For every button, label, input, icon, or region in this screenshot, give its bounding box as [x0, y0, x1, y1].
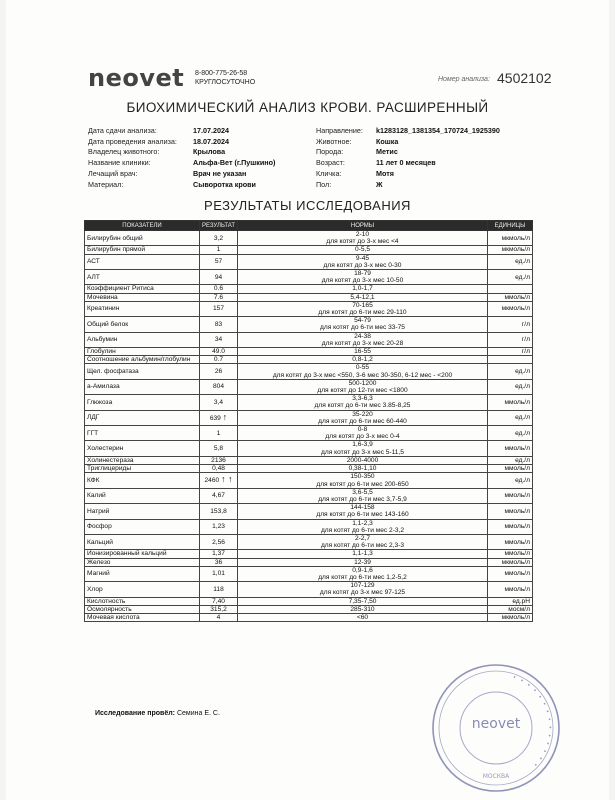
param-unit: ед./л [488, 270, 533, 285]
param-norm [238, 348, 488, 356]
param-name: Железо [85, 558, 200, 566]
header-result: РЕЗУЛЬТАТ [200, 221, 238, 231]
param-name: ГГТ [85, 426, 200, 441]
norm-kitten-range: для котят до 6-ти мес 3.85-8,25 [314, 402, 411, 410]
param-norm [238, 379, 488, 394]
result-value: 804 [212, 383, 224, 391]
param-name: Общий белок [85, 317, 200, 332]
norm-range: 500-1200 [348, 379, 377, 387]
param-name: Мочевина [85, 293, 200, 301]
param-name: ЛДГ [85, 410, 200, 425]
info-value: Мотя [376, 168, 394, 178]
info-row [88, 180, 275, 191]
param-unit: мкмоль/л [488, 301, 533, 316]
param-norm [238, 395, 488, 410]
result-value: 3,2 [213, 234, 224, 242]
results-table [84, 220, 533, 622]
param-result [200, 534, 238, 549]
param-norm [238, 473, 488, 488]
info-value: Сыворотка крови [193, 179, 256, 189]
param-result [200, 246, 238, 254]
header-norm: НОРМЫ [238, 221, 488, 231]
param-unit: мкмоль/л [488, 231, 533, 246]
param-unit: ммоль/л [488, 488, 533, 503]
result-value: 1 [216, 246, 221, 254]
norm-kitten-range: для котят до 3-х мес 5-11,5 [321, 448, 404, 456]
param-result [200, 364, 238, 379]
param-unit: ед./л [488, 410, 533, 425]
param-name: Глюкоза [85, 395, 200, 410]
patient-info-left [88, 126, 275, 190]
param-result [200, 395, 238, 410]
param-norm [238, 231, 488, 246]
param-result [200, 231, 238, 246]
svg-text:• • • • • • • • • • • • • •: • • • • • • • • • • • • • • [511, 673, 554, 769]
param-result [200, 441, 238, 456]
table-row [85, 488, 533, 503]
param-result [200, 488, 238, 503]
param-result [200, 465, 238, 473]
info-value: 17.07.2024 [193, 126, 229, 135]
table-row [85, 465, 533, 473]
param-name: Магний [85, 566, 200, 581]
param-name: Фосфор [85, 519, 200, 534]
param-result [200, 558, 238, 566]
norm-range: 70-165 [352, 301, 373, 309]
param-norm [238, 519, 488, 534]
info-label: Направление: [316, 126, 363, 135]
param-unit: ммоль/л [488, 395, 533, 410]
norm-kitten-range: для котят до 3-х мес 20-28 [321, 339, 404, 347]
param-name: Соотношение альбумин/глобулин [85, 356, 200, 364]
param-unit: ммоль/л [488, 582, 533, 597]
param-name: Креатинин [85, 301, 200, 316]
param-name: Триглицериды [85, 465, 200, 473]
table-row [85, 550, 533, 558]
param-norm [238, 504, 488, 519]
param-unit: ммоль/л [488, 519, 533, 534]
performed-by-name: Семина Е. С. [176, 710, 220, 717]
norm-range: 0-8 [357, 426, 368, 434]
result-value: 4,67 [212, 492, 225, 500]
param-result [200, 410, 238, 425]
norm-range: 16-55 [354, 348, 371, 356]
norm-kitten-range: для котят до 3-х мес 97-125 [319, 589, 406, 597]
info-value: Крылова [193, 147, 226, 157]
table-row [85, 246, 533, 254]
param-norm [238, 317, 488, 332]
param-name: КФК [85, 473, 200, 488]
param-norm [238, 254, 488, 269]
param-norm [238, 356, 488, 364]
norm-range: 7,35-7,50 [348, 597, 377, 605]
table-row [85, 605, 533, 613]
info-row [316, 158, 500, 169]
norm-kitten-range: для котят до 6-ти мес 2-3,2 [320, 526, 405, 534]
param-unit: ед.рН [488, 597, 533, 605]
param-result [200, 348, 238, 356]
param-norm [238, 293, 488, 301]
param-unit: ммоль/л [488, 293, 533, 301]
table-row [85, 473, 533, 488]
param-unit: мкмоль/л [488, 246, 533, 254]
high-arrow-icon: ↑ ↑ [221, 474, 233, 485]
norm-range: 0,9-1,6 [352, 566, 373, 574]
norm-range: 35-220 [352, 410, 373, 418]
result-value: 2136 [211, 456, 226, 464]
param-name: Билирубин общий [85, 231, 200, 246]
param-norm [238, 534, 488, 549]
info-label: Дата сдачи анализа: [88, 126, 157, 135]
table-row [85, 285, 533, 293]
norm-range: 3,6-5,5 [352, 488, 373, 496]
header-parameter: ПОКАЗАТЕЛИ [85, 221, 200, 231]
neovet-logo: neovet [88, 64, 185, 92]
param-result [200, 270, 238, 285]
param-unit: ед./л [488, 426, 533, 441]
param-result [200, 426, 238, 441]
order-label: Номер анализа: [438, 76, 490, 83]
result-value: 7.6 [213, 293, 224, 301]
result-value: 5,8 [213, 445, 224, 453]
param-name: Натрий [85, 504, 200, 519]
table-row [85, 231, 533, 246]
param-result [200, 473, 238, 488]
info-value: Врач не указан [193, 168, 247, 178]
norm-range: 2-2,7 [354, 534, 371, 542]
norm-range: 2000-4000 [346, 456, 379, 464]
phone-number: 8-800-775-26-58 [195, 70, 248, 77]
param-norm [238, 582, 488, 597]
result-value: 34 [214, 336, 223, 344]
norm-range: 0-55 [355, 364, 370, 372]
param-result [200, 566, 238, 581]
param-result [200, 605, 238, 613]
norm-kitten-range: для котят до 6-ти мес 2,3-3 [320, 542, 405, 550]
info-label: Лечащий врач: [88, 168, 138, 178]
param-norm [238, 301, 488, 316]
param-result [200, 379, 238, 394]
norm-range: 18-79 [354, 270, 371, 278]
param-unit: ед./л [488, 379, 533, 394]
param-result [200, 332, 238, 347]
table-row [85, 301, 533, 316]
norm-range: 12-39 [354, 558, 371, 566]
param-name: Осмолярность [85, 605, 200, 613]
info-label: Возраст: [316, 158, 345, 168]
table-row [85, 395, 533, 410]
param-name: Коэффициент Ритиса [85, 285, 200, 293]
info-label: Порода: [316, 147, 344, 157]
info-value: k1283128_1381354_170724_1925390 [376, 126, 500, 135]
param-norm [238, 566, 488, 581]
stamp-city: МОСКВА [482, 773, 510, 780]
info-row [88, 147, 275, 158]
param-unit: мосм/л [488, 605, 533, 613]
param-name: Ионизированный кальций [85, 550, 200, 558]
norm-range: <60 [356, 613, 369, 621]
header-unit: ЕДИНИЦЫ [488, 221, 533, 231]
norm-range: 1,1-1,3 [352, 550, 373, 558]
high-arrow-icon: ↑ [222, 411, 228, 422]
contact-info [195, 69, 255, 87]
param-name: Кальций [85, 534, 200, 549]
info-label: Кличка: [316, 168, 342, 178]
info-row [316, 147, 500, 158]
norm-range: 1,6-3,9 [352, 441, 373, 449]
param-unit [488, 356, 533, 364]
param-result [200, 456, 238, 464]
performed-by [95, 710, 220, 717]
norm-kitten-range: для котят до 6-ти мес 1,2-5,2 [318, 573, 407, 581]
param-result [200, 550, 238, 558]
performed-by-label: Исследование провёл: [95, 710, 176, 717]
param-name: АЛТ [85, 270, 200, 285]
stamp-brand: neovet [471, 716, 521, 732]
table-row [85, 566, 533, 581]
param-result [200, 317, 238, 332]
norm-range: 3,3-6,3 [352, 395, 373, 403]
table-row [85, 456, 533, 464]
order-number: 4502102 [497, 70, 552, 86]
info-row [88, 169, 275, 180]
norm-range: 1,1-2,3 [352, 519, 373, 527]
result-value: 83 [214, 320, 223, 328]
table-row [85, 317, 533, 332]
norm-kitten-range: для котят до 3-х мес 0-30 [323, 261, 402, 269]
table-row [85, 293, 533, 301]
result-value: 315,2 [210, 605, 227, 613]
result-value: 157 [212, 305, 224, 313]
table-row [85, 597, 533, 605]
param-result [200, 285, 238, 293]
norm-kitten-range: для котят до 6-ти мес 200-650 [316, 480, 409, 488]
norm-kitten-range: для котят до 3-х мес <4 [326, 238, 399, 246]
param-norm [238, 465, 488, 473]
info-value: 18.07.2024 [193, 136, 229, 146]
table-row [85, 558, 533, 566]
norm-kitten-range: для котят до 6-ти мес 29-110 [318, 309, 407, 317]
result-value: 2460 [204, 477, 220, 485]
table-row [85, 519, 533, 534]
param-unit: г/л [488, 332, 533, 347]
table-row [85, 356, 533, 364]
page-title: БИОХИМИЧЕСКИЙ АНАЛИЗ КРОВИ. РАСШИРЕННЫЙ [126, 100, 489, 115]
param-norm [238, 605, 488, 613]
param-result [200, 613, 238, 621]
result-value: 36 [214, 558, 223, 566]
result-value: 57 [214, 258, 223, 266]
param-unit: мкмоль/л [488, 558, 533, 566]
info-label: Животное: [316, 136, 352, 146]
norm-kitten-range: для котят до 3-х мес <550, 3-6 мес 30-350, 6-12 мес - <200 [272, 371, 453, 379]
param-unit: ед./л [488, 364, 533, 379]
norm-kitten-range: для котят до 6-ти мес 60-440 [318, 417, 407, 425]
result-value: 118 [213, 585, 224, 593]
info-row [316, 137, 500, 148]
param-unit: г/л [488, 317, 533, 332]
norm-kitten-range: для котят до 6-ти мес 3,7-5,9 [318, 495, 407, 503]
param-unit [488, 285, 533, 293]
param-norm [238, 456, 488, 464]
table-row [85, 270, 533, 285]
param-norm [238, 332, 488, 347]
param-name: Холестерин [85, 441, 200, 456]
param-norm [238, 613, 488, 621]
norm-kitten-range: для котят до 6-ти мес 33-75 [320, 324, 405, 332]
norm-range: 0,38-1,10 [348, 465, 377, 473]
table-row [85, 582, 533, 597]
param-result [200, 254, 238, 269]
param-name: Щел. фосфатаза [85, 364, 200, 379]
info-label: Владелец животного: [88, 147, 160, 157]
info-value: Кошка [376, 136, 399, 146]
param-norm [238, 597, 488, 605]
result-value: 0.7 [213, 356, 224, 364]
param-name: Калий [85, 488, 200, 503]
table-header-row [85, 221, 533, 231]
norm-range: 107-129 [350, 582, 375, 590]
param-result [200, 293, 238, 301]
param-unit: ед./л [488, 254, 533, 269]
result-value: 7,40 [212, 597, 225, 605]
param-norm [238, 558, 488, 566]
table-row [85, 534, 533, 549]
info-row [88, 137, 275, 148]
param-name: Мочевая кислота [85, 613, 200, 621]
clinic-stamp [428, 660, 564, 796]
table-row [85, 426, 533, 441]
param-name: Билирубин прямой [85, 246, 200, 254]
param-name: Кислотность [85, 597, 200, 605]
norm-range: 0-5,5 [354, 246, 371, 254]
table-row [85, 441, 533, 456]
param-unit: ммоль/л [488, 441, 533, 456]
info-label: Пол: [316, 179, 332, 189]
info-row [316, 180, 500, 191]
info-row [316, 126, 500, 137]
info-label: Дата проведения анализа: [88, 136, 177, 146]
param-norm [238, 441, 488, 456]
result-value: 2,56 [212, 538, 225, 546]
norm-range: 0,8-1,2 [352, 356, 373, 364]
info-label: Название клиники: [88, 158, 151, 168]
param-name: Холинестераза [85, 456, 200, 464]
param-norm [238, 270, 488, 285]
param-norm [238, 550, 488, 558]
results-title: РЕЗУЛЬТАТЫ ИССЛЕДОВАНИЯ [204, 198, 411, 213]
result-value: 0.6 [213, 285, 224, 293]
param-norm [238, 426, 488, 441]
param-result [200, 582, 238, 597]
norm-range: 5,4-12,1 [350, 293, 375, 301]
param-result [200, 597, 238, 605]
param-result [200, 356, 238, 364]
param-norm [238, 410, 488, 425]
norm-range: 285-310 [350, 605, 375, 613]
param-unit: ед./л [488, 473, 533, 488]
norm-range: 54-79 [354, 317, 371, 325]
table-row [85, 348, 533, 356]
info-value: Ж [376, 179, 383, 189]
param-result [200, 519, 238, 534]
result-value: 3,4 [213, 398, 224, 406]
norm-range: 9-45 [355, 254, 370, 262]
norm-range: 24-38 [354, 332, 371, 340]
param-norm [238, 285, 488, 293]
param-name: Хлор [85, 582, 200, 597]
info-row [88, 126, 275, 137]
result-value: 1,01 [212, 570, 225, 578]
table-row [85, 504, 533, 519]
table-row [85, 379, 533, 394]
param-result [200, 301, 238, 316]
param-name: АСТ [85, 254, 200, 269]
result-value: 639 [209, 414, 221, 422]
norm-range: 144-158 [350, 504, 375, 512]
norm-kitten-range: для котят до 12-ти мес <1800 [317, 387, 408, 395]
table-row [85, 254, 533, 269]
info-label: Материал: [88, 179, 124, 189]
result-value: 49.0 [212, 348, 225, 356]
param-unit: ммоль/л [488, 504, 533, 519]
param-norm [238, 364, 488, 379]
param-unit: ммоль/л [488, 566, 533, 581]
result-value: 1,23 [212, 523, 225, 531]
param-name: Глобулин [85, 348, 200, 356]
table-row [85, 613, 533, 621]
norm-kitten-range: для котят до 6-ти мес 143-160 [316, 511, 409, 519]
patient-info-right [316, 126, 500, 190]
hours-label: КРУГЛОСУТОЧНО [195, 79, 256, 86]
table-row [85, 410, 533, 425]
param-norm [238, 488, 488, 503]
norm-kitten-range: для котят до 3-х мес 0-4 [325, 433, 400, 441]
param-norm [238, 246, 488, 254]
param-result [200, 504, 238, 519]
result-value: 1,37 [212, 550, 225, 558]
result-value: 94 [214, 273, 223, 281]
param-unit: г/л [488, 348, 533, 356]
result-value: 1 [216, 429, 221, 437]
param-name: а-Амилаза [85, 379, 200, 394]
info-row [88, 158, 275, 169]
param-unit: ммоль/л [488, 465, 533, 473]
param-unit: ед./л [488, 456, 533, 464]
param-name: Альбумин [85, 332, 200, 347]
param-unit: ммоль/л [488, 534, 533, 549]
result-value: 153,8 [210, 507, 227, 515]
table-row [85, 364, 533, 379]
norm-range: 150-350 [350, 473, 375, 481]
norm-range: 2-10 [355, 231, 370, 238]
param-unit: мкмоль/л [488, 613, 533, 621]
norm-range: 1,0-1,7 [352, 285, 373, 293]
result-value: 4 [216, 613, 221, 621]
norm-kitten-range: для котят до 3-х мес 10-50 [321, 277, 404, 285]
info-value: Метис [376, 147, 398, 157]
info-row [316, 169, 500, 180]
info-value: Альфа-Вет (г.Пушкино) [193, 158, 276, 168]
param-unit: ммоль/л [488, 550, 533, 558]
result-value: 0,48 [212, 465, 225, 473]
table-row [85, 332, 533, 347]
result-value: 26 [214, 368, 223, 376]
info-value: 11 лет 0 месяцев [376, 158, 436, 168]
